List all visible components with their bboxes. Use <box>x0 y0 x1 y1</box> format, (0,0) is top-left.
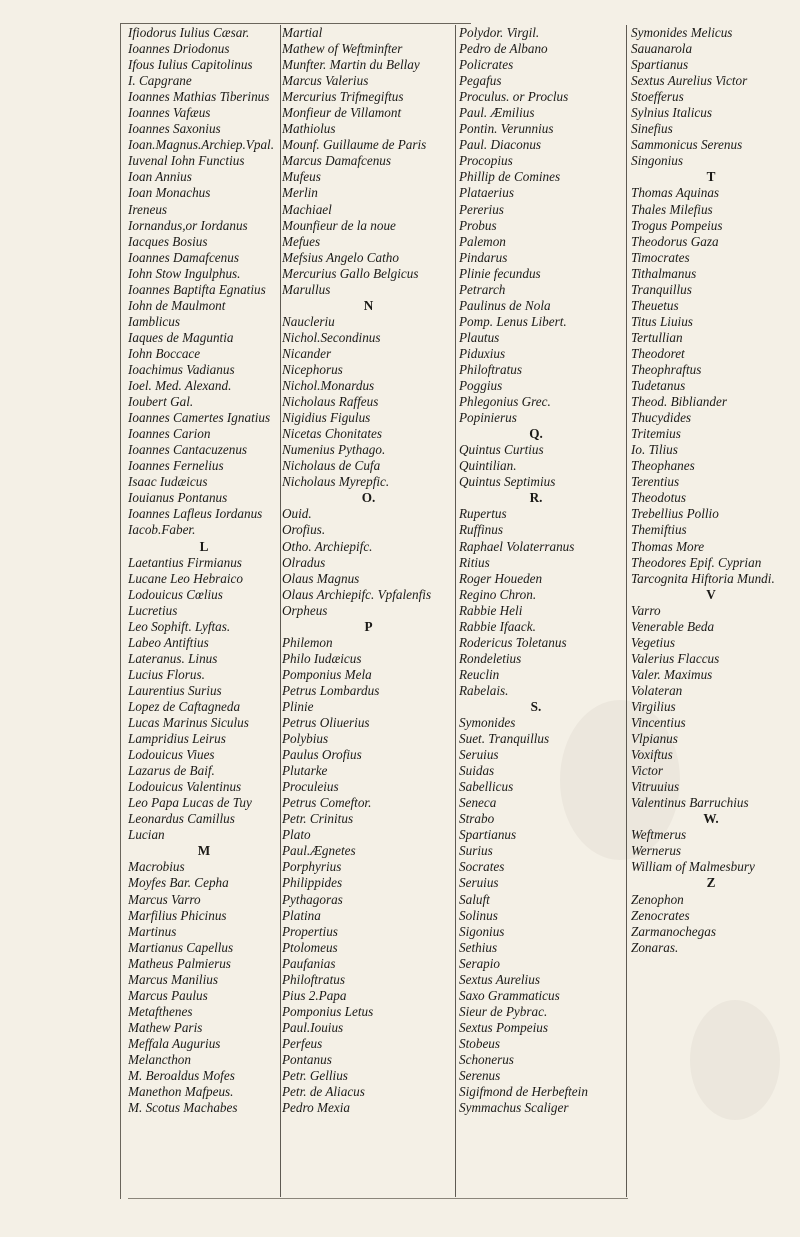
author-entry: Quintus Septimius <box>459 474 556 490</box>
author-entry: Popinierus <box>459 410 517 426</box>
author-entry: Trogus Pompeius <box>631 217 723 233</box>
author-entry: Matheus Palmierus <box>128 955 231 971</box>
author-entry: Symmachus Scaliger <box>459 1100 569 1116</box>
column-rule <box>280 25 281 1197</box>
author-entry: Strabo <box>459 811 495 827</box>
author-entry: Suet. Tranquillus <box>459 731 550 747</box>
author-entry: Perfeus <box>282 1035 323 1051</box>
author-entry: Valer. Maximus <box>631 666 713 682</box>
author-entry: Laetantius Firmianus <box>128 554 242 570</box>
author-entry: Saxo Grammaticus <box>459 987 560 1003</box>
author-entry: Piduxius <box>459 345 506 361</box>
author-entry: Ioannes Damafcenus <box>128 249 239 265</box>
section-letter: O. <box>361 490 376 506</box>
author-entry: Ioubert Gal. <box>128 394 194 410</box>
author-entry: M. Scotus Machabes <box>128 1100 238 1116</box>
author-entry: Macrobius <box>128 859 185 875</box>
author-entry: Lucane Leo Hebraico <box>128 570 244 586</box>
author-entry: Proculeius <box>282 779 339 795</box>
author-entry: Lodouicus Viues <box>128 747 215 763</box>
author-entry: Pythagoras <box>282 891 343 907</box>
author-entry: Theodoret <box>631 345 685 361</box>
author-entry: Ioannes Cantacuzenus <box>128 442 248 458</box>
author-entry: Surius <box>459 843 493 859</box>
author-entry: Trebellius Pollio <box>631 506 719 522</box>
author-entry: Theophanes <box>631 458 695 474</box>
author-entry: Olaus Archiepifc. Vpfalenfis <box>282 586 432 602</box>
author-entry: Metafthenes <box>128 1003 193 1019</box>
author-entry: Pomponius Mela <box>282 666 372 682</box>
author-entry: Terentius <box>631 474 680 490</box>
author-entry: Serenus <box>459 1068 501 1084</box>
author-entry: Labeo Antiftius <box>128 634 209 650</box>
section-letter: T <box>706 169 716 185</box>
author-entry: Lampridius Leirus <box>128 731 226 747</box>
author-entry: Serapio <box>459 955 501 971</box>
author-entry: Nicholaus Raffeus <box>282 394 379 410</box>
author-entry: Mounf. Guillaume de Paris <box>282 137 427 153</box>
author-entry: Marcus Paulus <box>128 987 208 1003</box>
author-entry: Reuclin <box>459 666 500 682</box>
paper-stain <box>690 1000 780 1120</box>
author-entry: Socrates <box>459 859 505 875</box>
author-entry: Iuvenal Iohn Functius <box>128 153 245 169</box>
author-entry: Leo Sophift. Lyftas. <box>128 618 231 634</box>
author-entry: Virgilius <box>631 698 676 714</box>
author-entry: Volateran <box>631 682 683 698</box>
author-entry: Orofius. <box>282 522 326 538</box>
author-entry: Sabellicus <box>459 779 514 795</box>
author-entry: Paul.Iouius <box>282 1019 344 1035</box>
author-entry: Plinie fecundus <box>459 265 541 281</box>
author-entry: Policrates <box>459 57 514 73</box>
author-entry: Vincentius <box>631 715 686 731</box>
author-entry: Ioannes Lafleus Iordanus <box>128 506 263 522</box>
author-entry: Seruius <box>459 747 499 763</box>
author-entry: Procopius <box>459 153 513 169</box>
author-entry: Naucleriu <box>282 313 335 329</box>
author-entry: Singonius <box>631 153 684 169</box>
author-entry: Philippides <box>282 875 343 891</box>
author-entry: Philemon <box>282 634 333 650</box>
author-entry: Mufeus <box>282 169 321 185</box>
author-entry: Rondeletius <box>459 650 522 666</box>
author-entry: Plato <box>282 827 311 843</box>
author-entry: Ifous Iulius Capitolinus <box>128 57 253 73</box>
author-entry: Petr. de Aliacus <box>282 1084 365 1100</box>
author-entry: Tithalmanus <box>631 265 697 281</box>
author-entry: Paulus Orofius <box>282 747 362 763</box>
author-column-2 <box>282 25 455 1116</box>
author-entry: Ioannes Camertes Ignatius <box>128 410 271 426</box>
author-entry: Nicholaus de Cufa <box>282 458 381 474</box>
author-column-3 <box>459 25 613 1116</box>
author-entry: Mefues <box>282 233 321 249</box>
author-entry: Petrarch <box>459 281 506 297</box>
author-entry: Theodotus <box>631 490 686 506</box>
author-entry: Pomp. Lenus Libert. <box>459 313 567 329</box>
author-entry: Sextus Aurelius Victor <box>631 73 748 89</box>
author-entry: Manethon Mafpeus. <box>128 1084 234 1100</box>
author-entry: Sinefius <box>631 121 673 137</box>
author-entry: Titus Liuius <box>631 313 693 329</box>
author-entry: Ioannes Fernelius <box>128 458 224 474</box>
author-entry: Pius 2.Papa <box>282 987 347 1003</box>
author-entry: Tritemius <box>631 426 681 442</box>
author-entry: Petrus Lombardus <box>282 682 380 698</box>
author-entry: Olradus <box>282 554 326 570</box>
author-entry: Nicephorus <box>282 361 343 377</box>
author-entry: Pererius <box>459 201 504 217</box>
section-letter: Z <box>706 875 716 891</box>
author-entry: Plutarke <box>282 763 328 779</box>
author-entry: Thomas More <box>631 538 705 554</box>
author-entry: Monfieur de Villamont <box>282 105 402 121</box>
author-entry: Theodores Epif. Cyprian <box>631 554 762 570</box>
author-entry: Nicholaus Myrepfic. <box>282 474 390 490</box>
author-entry: Plataerius <box>459 185 514 201</box>
author-entry: Paulinus de Nola <box>459 297 551 313</box>
author-entry: Iacob.Faber. <box>128 522 196 538</box>
section-letter: N <box>363 297 374 313</box>
author-entry: Laurentius Surius <box>128 682 222 698</box>
author-entry: Ifiodorus Iulius Cæsar. <box>128 25 250 40</box>
author-entry: Tarcognita Hiftoria Mundi. <box>631 570 775 586</box>
author-entry: Phillip de Comines <box>459 169 561 185</box>
author-entry: Mefsius Angelo Catho <box>282 249 399 265</box>
author-entry: Lodouicus Cœlius <box>128 586 223 602</box>
author-entry: Mathiolus <box>282 121 336 137</box>
author-entry: Ioannes Driodonus <box>128 41 230 57</box>
author-entry: Paul.Ægnetes <box>282 843 356 859</box>
author-entry: Ruffinus <box>459 522 503 538</box>
author-entry: Spartianus <box>459 827 517 843</box>
author-entry: Lucius Florus. <box>128 666 205 682</box>
author-entry: Ioannes Mathias Tiberinus <box>128 89 270 105</box>
author-entry: Ioannes Baptifta Egnatius <box>128 281 266 297</box>
author-entry: Varro <box>631 602 661 618</box>
author-entry: Lazarus de Baif. <box>128 763 215 779</box>
author-entry: M. Beroaldus Mofes <box>128 1068 235 1084</box>
section-letter: M <box>197 843 211 859</box>
author-entry: Sauanarola <box>631 41 693 57</box>
section-letter: Q. <box>529 426 543 442</box>
author-entry: Iouianus Pontanus <box>128 490 228 506</box>
author-entry: Theophraftus <box>631 361 702 377</box>
author-entry: Sigifmond de Herbeftein <box>459 1084 588 1100</box>
author-entry: Theuetus <box>631 297 679 313</box>
author-entry: Symonides Melicus <box>631 25 733 40</box>
author-entry: Pegafus <box>459 73 502 89</box>
author-entry: Zenocrates <box>631 907 690 923</box>
author-entry: Sextus Aurelius <box>459 971 540 987</box>
author-entry: Venerable Beda <box>631 618 715 634</box>
author-entry: Symonides <box>459 715 516 731</box>
author-entry: Ioan.Magnus.Archiep.Vpal. <box>128 137 275 153</box>
author-entry: Themiftius <box>631 522 687 538</box>
author-entry: Mathew of Weftminfter <box>282 41 403 57</box>
author-entry: Pedro Mexia <box>282 1100 350 1116</box>
author-entry: Thomas Aquinas <box>631 185 720 201</box>
author-entry: Vegetius <box>631 634 675 650</box>
section-letter: L <box>199 538 209 554</box>
author-entry: Leo Papa Lucas de Tuy <box>128 795 252 811</box>
author-column-4 <box>631 25 791 956</box>
author-entry: Vlpianus <box>631 731 678 747</box>
author-entry: Seruius <box>459 875 499 891</box>
author-entry: Paul. Diaconus <box>459 137 542 153</box>
author-entry: Mercurius Gallo Belgicus <box>282 265 419 281</box>
author-entry: Rodericus Toletanus <box>459 634 567 650</box>
author-entry: Nichol.Secondinus <box>282 329 381 345</box>
author-entry: Tranquillus <box>631 281 692 297</box>
author-entry: Regino Chron. <box>459 586 537 602</box>
author-entry: Victor <box>631 763 663 779</box>
author-entry: Marcus Valerius <box>282 73 369 89</box>
author-entry: Weftmerus <box>631 827 687 843</box>
author-entry: Thucydides <box>631 410 692 426</box>
author-entry: Poggius <box>459 378 503 394</box>
author-entry: Lucretius <box>128 602 178 618</box>
author-entry: Nichol.Monardus <box>282 378 375 394</box>
author-entry: Lopez de Caftagneda <box>128 698 241 714</box>
author-entry: Iaques de Maguntia <box>128 329 234 345</box>
author-entry: Ritius <box>459 554 490 570</box>
author-entry: Lucian <box>128 827 165 843</box>
author-entry: Spartianus <box>631 57 689 73</box>
author-entry: Tertullian <box>631 329 683 345</box>
author-entry: Marcus Varro <box>128 891 201 907</box>
author-entry: Saluft <box>459 891 490 907</box>
author-entry: Proculus. or Proclus <box>459 89 569 105</box>
author-entry: Marfilius Phicinus <box>128 907 227 923</box>
author-entry: Ioannes Vafæus <box>128 105 211 121</box>
author-entry: Machiael <box>282 201 332 217</box>
author-entry: Ioel. Med. Alexand. <box>128 378 232 394</box>
section-letter: R. <box>529 490 543 506</box>
author-entry: Platina <box>282 907 321 923</box>
author-entry: Sammonicus Serenus <box>631 137 743 153</box>
author-entry: Sigonius <box>459 923 505 939</box>
author-entry: Propertius <box>282 923 338 939</box>
author-entry: Iacques Bosius <box>128 233 208 249</box>
author-entry: Io. Tilius <box>631 442 678 458</box>
author-entry: Zarmanochegas <box>631 923 716 939</box>
author-entry: Philoftratus <box>282 971 346 987</box>
author-entry: I. Capgrane <box>128 73 192 89</box>
author-entry: Lateranus. Linus <box>128 650 218 666</box>
author-entry: Martial <box>282 25 323 40</box>
author-entry: Thales Milefius <box>631 201 713 217</box>
author-entry: Numenius Pythago. <box>282 442 386 458</box>
author-entry: Pontanus <box>282 1052 332 1067</box>
author-entry: Tudetanus <box>631 378 686 394</box>
author-entry: Timocrates <box>631 249 690 265</box>
author-entry: Polydor. Virgil. <box>459 25 540 40</box>
author-entry: Palemon <box>459 233 506 249</box>
author-entry: Iohn Boccace <box>128 345 201 361</box>
author-entry: Nicetas Chonitates <box>282 426 383 442</box>
author-entry: Sethius <box>459 939 498 955</box>
author-entry: Meffala Augurius <box>128 1035 221 1051</box>
author-entry: Lucas Marinus Siculus <box>128 715 249 731</box>
author-entry: Rupertus <box>459 506 507 522</box>
author-entry: Ioan Monachus <box>128 185 211 201</box>
author-entry: Zenophon <box>631 891 684 907</box>
author-entry: Paul. Æmilius <box>459 105 535 121</box>
author-entry: Marullus <box>282 281 331 297</box>
author-entry: Moyfes Bar. Cepha <box>128 875 229 891</box>
section-letter: P <box>364 618 373 634</box>
author-entry: Rabbie Heli <box>459 602 523 618</box>
author-entry: Plinie <box>282 698 314 714</box>
author-entry: Seneca <box>459 795 497 811</box>
author-entry: Orpheus <box>282 602 328 618</box>
author-entry: Marcus Damafcenus <box>282 153 392 169</box>
author-entry: Stoefferus <box>631 89 684 105</box>
author-entry: Quintilian. <box>459 458 517 474</box>
author-entry: Theodorus Gaza <box>631 233 719 249</box>
author-entry: Solinus <box>459 907 498 923</box>
author-entry: Rabelais. <box>459 682 509 698</box>
author-entry: Ouid. <box>282 506 312 522</box>
author-entry: Polybius <box>282 731 329 747</box>
author-entry: Mercurius Trifmegiftus <box>282 89 404 105</box>
author-entry: Paufanias <box>282 955 336 971</box>
author-entry: Quintus Curtius <box>459 442 544 458</box>
author-entry: Ioannes Saxonius <box>128 121 221 137</box>
author-entry: Roger Houeden <box>459 570 543 586</box>
column-rule <box>626 25 627 1197</box>
author-entry: Sextus Pompeius <box>459 1019 548 1035</box>
author-entry: Petr. Crinitus <box>282 811 354 827</box>
author-column-1 <box>128 25 280 1116</box>
section-letter: V <box>706 586 716 602</box>
bottom-rule <box>128 1198 628 1199</box>
author-entry: Mounfieur de la noue <box>282 217 396 233</box>
author-entry: Nigidius Figulus <box>282 410 371 426</box>
section-letter: W. <box>703 811 719 827</box>
author-entry: Leonardus Camillus <box>128 811 235 827</box>
author-entry: Petrus Oliuerius <box>282 715 370 731</box>
author-entry: Rabbie Ifaack. <box>459 618 536 634</box>
author-entry: Philoftratus <box>459 361 523 377</box>
author-entry: Pontin. Verunnius <box>459 121 554 137</box>
author-entry: Merlin <box>282 185 318 201</box>
author-entry: Otho. Archiepifc. <box>282 538 373 554</box>
author-entry: Vitruuius <box>631 779 680 795</box>
author-entry: Schonerus <box>459 1052 514 1067</box>
author-entry: Martianus Capellus <box>128 939 234 955</box>
author-entry: Wernerus <box>631 843 682 859</box>
author-entry: Sylnius Italicus <box>631 105 712 121</box>
author-entry: Martinus <box>128 923 177 939</box>
author-entry: Isaac Iudæicus <box>128 474 208 490</box>
author-entry: Marcus Manilius <box>128 971 218 987</box>
column-rule <box>455 25 456 1197</box>
author-entry: Probus <box>459 217 497 233</box>
author-entry: Phlegonius Grec. <box>459 394 551 410</box>
author-entry: Munfter. Martin du Bellay <box>282 57 420 73</box>
author-entry: Philo Iudæicus <box>282 650 362 666</box>
author-entry: Lodouicus Valentinus <box>128 779 242 795</box>
author-entry: Ireneus <box>128 201 168 217</box>
author-entry: Ioan Annius <box>128 169 192 185</box>
author-entry: Valentinus Barruchius <box>631 795 749 811</box>
author-entry: Porphyrius <box>282 859 342 875</box>
author-entry: Melancthon <box>128 1052 191 1067</box>
author-entry: Pindarus <box>459 249 508 265</box>
author-entry: Petr. Gellius <box>282 1068 348 1084</box>
author-entry: Mathew Paris <box>128 1019 203 1035</box>
author-entry: Zonaras. <box>631 939 679 955</box>
author-entry: Plautus <box>459 329 500 345</box>
author-entry: William of Malmesbury <box>631 859 755 875</box>
author-entry: Suidas <box>459 763 495 779</box>
author-entry: Ioannes Carion <box>128 426 211 442</box>
author-entry: Pedro de Albano <box>459 41 548 57</box>
author-entry: Olaus Magnus <box>282 570 360 586</box>
author-entry: Iornandus,or Iordanus <box>128 217 248 233</box>
author-entry: Pomponius Letus <box>282 1003 374 1019</box>
author-entry: Iamblicus <box>128 313 181 329</box>
author-entry: Iohn de Maulmont <box>128 297 226 313</box>
author-entry: Theod. Bibliander <box>631 394 727 410</box>
author-entry: Petrus Comeftor. <box>282 795 372 811</box>
author-entry: Nicander <box>282 345 332 361</box>
author-entry: Voxiftus <box>631 747 673 763</box>
author-entry: Ioachimus Vadianus <box>128 361 235 377</box>
author-entry: Raphael Volaterranus <box>459 538 575 554</box>
section-letter: S. <box>530 698 542 714</box>
author-entry: Sieur de Pybrac. <box>459 1003 548 1019</box>
author-entry: Iohn Stow Ingulphus. <box>128 265 241 281</box>
author-entry: Ptolomeus <box>282 939 338 955</box>
author-entry: Stobeus <box>459 1035 501 1051</box>
author-entry: Valerius Flaccus <box>631 650 720 666</box>
